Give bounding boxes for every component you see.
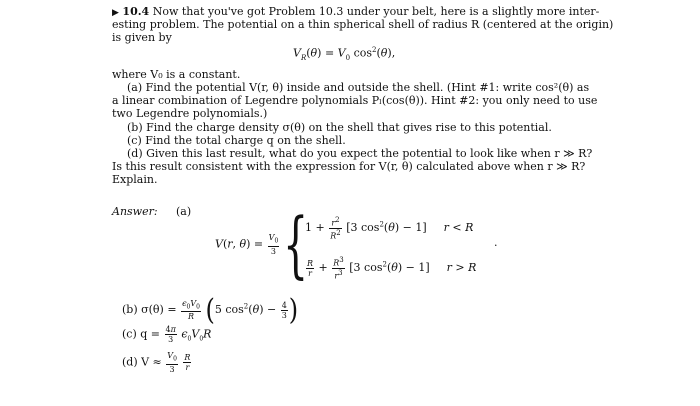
answer-a-label: (a) — [176, 205, 192, 218]
part-d-line-1: (d) Given this last result, what do you expect the potential to look like when r ≫ R? — [127, 147, 593, 160]
case-outside: $\frac{R}{r}$ + $\frac{R3}{r3}$ [3 $\cos^2(\theta) - 1$] r > R — [307, 256, 477, 281]
play-triangle-icon: ▶ — [112, 8, 119, 18]
part-b: (b) Find the charge density σ(θ) on the shell that gives rise to this potential. — [127, 121, 552, 134]
where-line: where V₀ is a constant. — [112, 68, 241, 81]
problem-line-3: is given by — [112, 31, 172, 44]
part-a-line-3: two Legendre polynomials.) — [112, 107, 268, 120]
potential-lhs: V(r, θ) = $\frac{V_0}{3}$ — [215, 233, 279, 256]
problem-number: 10.4 — [122, 5, 150, 18]
case-inside: 1 + $\frac{r2}{R2}$ [3 $\cos^2(\theta) - 1$] r < R — [305, 216, 474, 241]
case-outside-condition: r > R — [446, 261, 477, 275]
answer-d-label: (d) V ≈ — [122, 355, 162, 369]
part-d-line-3: Explain. — [112, 173, 158, 186]
part-a-line-2: a linear combination of Legendre polynomials Pₗ(cos(θ)). Hint #2: you only need to use — [112, 94, 598, 107]
case-inside-condition: r < R — [443, 221, 474, 235]
part-c: (c) Find the total charge q on the shell. — [127, 134, 346, 147]
part-a-line-1: (a) Find the potential V(r, θ) inside and outside the shell. (Hint #1: write cos²(θ) as — [127, 81, 590, 94]
given-equation: $V_R(\theta) = V_0$ $\cos^2(\theta)$, — [293, 46, 396, 62]
answer-c-label: (c) q = — [122, 327, 160, 341]
answer-c: (c) q = $\frac{4\pi}{3}$ $\epsilon_0V_0R$ — [122, 325, 212, 344]
equation-period: . — [494, 236, 498, 249]
problem-intro-1: Now that you've got Problem 10.3 under your belt, here is a slightly more inter- — [152, 5, 600, 18]
part-d-line-2: Is this result consistent with the expression for V(r, θ) calculated above when r ≫ R? — [112, 160, 586, 173]
answer-b-label: (b) σ(θ) = — [122, 303, 177, 316]
answer-label: Answer: — [112, 205, 158, 218]
answer-b: (b) σ(θ) = $\frac{\epsilon_0V_0}{R}$ (5 $\cos^2(\theta)$ − $\frac{4}{3}$ ) — [122, 293, 299, 327]
problem-line-2: esting problem. The potential on a thin spherical shell of radius R (centered at the origin) — [112, 18, 614, 31]
piecewise-brace: { — [283, 202, 309, 286]
answer-d: (d) V ≈ $\frac{V_0}{3}$ $\frac{R}{r}$ — [122, 351, 191, 374]
